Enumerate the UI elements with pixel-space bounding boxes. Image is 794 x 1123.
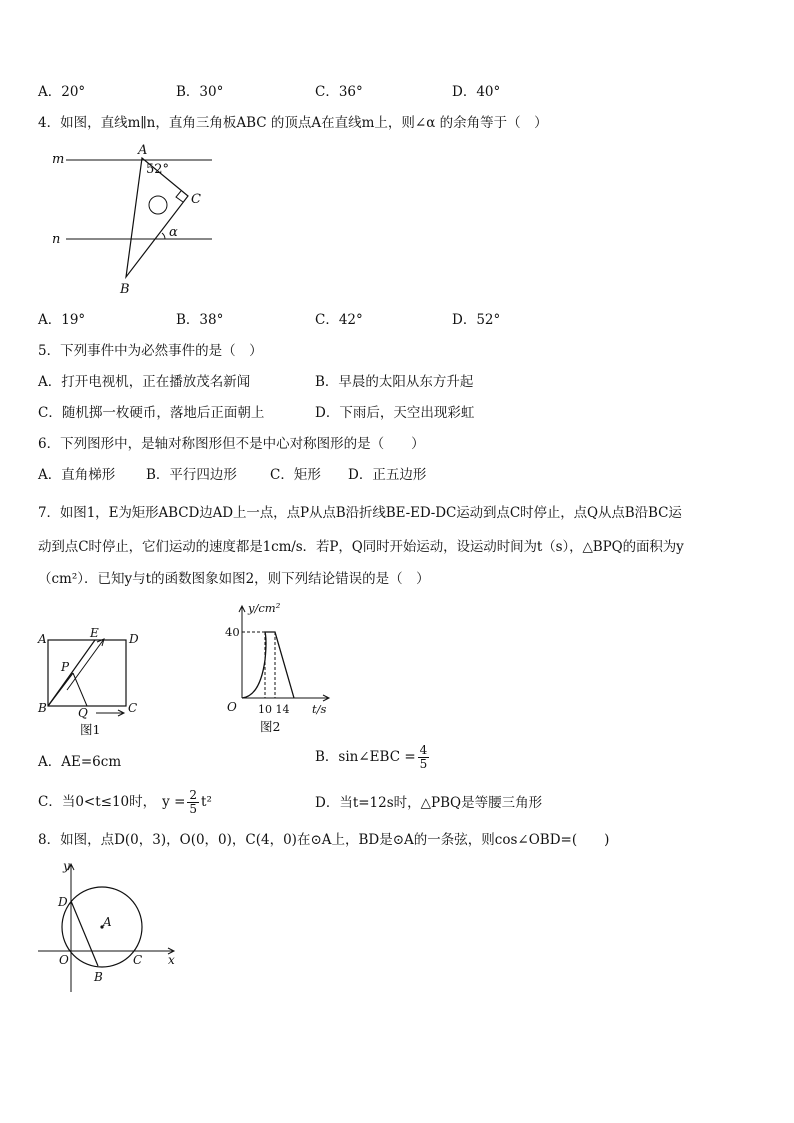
q8-label-y: y (63, 859, 70, 873)
q5-option-d: D．下雨后，天空出现彩虹 (315, 405, 475, 421)
fig1-label-b: B (38, 701, 47, 715)
q8-label-x: x (168, 953, 175, 967)
q6-option-a: A．直角梯形 (38, 467, 116, 483)
q4-option-c: C．42° (315, 312, 363, 328)
q7-figure-2 (222, 600, 337, 740)
segment-bp (48, 673, 73, 706)
fig2-caption: 图2 (260, 719, 281, 734)
q3-option-d: D．40° (452, 84, 501, 100)
q4-figure (40, 140, 230, 300)
fig1-label-c: C (128, 701, 138, 715)
q3-option-b: B．30° (176, 84, 224, 100)
q4-option-b: B．38° (176, 312, 224, 328)
alpha-arc (162, 233, 165, 239)
arrow-along-be (67, 639, 104, 690)
q3-option-c: C．36° (315, 84, 363, 100)
fig1-label-q: Q (78, 706, 88, 720)
fig1-label-a: A (38, 632, 47, 646)
q8-label-a: A (103, 915, 112, 929)
q7-figure-1 (34, 625, 152, 740)
q5-option-c: C．随机掷一枚硬币，落地后正面朝上 (38, 405, 265, 421)
q8-label-b: B (94, 970, 103, 984)
label-m: m (52, 152, 65, 167)
fig2-x-ticks: 10 14 (258, 703, 290, 716)
q8-label-d: D (58, 895, 68, 909)
q5-option-a: A．打开电视机，正在播放茂名新闻 (38, 374, 251, 390)
q8-label-o: O (59, 953, 69, 967)
label-angle-52: 52° (146, 162, 170, 177)
q4-option-d: D．52° (452, 312, 501, 328)
fig2-x-label: t/s (312, 702, 327, 716)
label-a: A (138, 143, 148, 158)
q4-stem: 4．如图，直线m∥n，直角三角板ABC 的顶点A在直线m上，则∠α 的余角等于（ ） (38, 115, 548, 131)
rectangle-abcd (48, 640, 126, 706)
triangle-hole (149, 196, 167, 214)
q6-option-d: D．正五边形 (348, 467, 427, 483)
q6-option-c: C．矩形 (270, 467, 321, 483)
q3-option-a: A．20° (38, 84, 86, 100)
right-angle-mark (176, 191, 183, 202)
q6-stem: 6．下列图形中，是轴对称图形但不是中心对称图形的是（ ） (38, 436, 425, 452)
q5-stem: 5．下列事件中为必然事件的是（ ） (38, 343, 263, 359)
label-c: C (191, 192, 201, 207)
q7-stem-line3: （cm²）．已知y与t的函数图象如图2，则下列结论错误的是（ ） (38, 571, 430, 587)
fig1-label-p: P (61, 660, 70, 674)
q7-option-d: D．当t=12s时，△PBQ是等腰三角形 (315, 795, 543, 811)
segment-pq (73, 673, 87, 706)
q7-stem-line2: 动到点C时停止，它们运动的速度都是1cm/s．若P，Q同时开始运动，设运动时间为t（s），△BPQ的面积为y (38, 539, 684, 555)
fig1-label-e: E (90, 626, 99, 640)
q8-figure (34, 856, 184, 996)
q7-stem-line1: 7．如图1，E为矩形ABCD边AD上一点，点P从点B沿折线BE-ED-DC运动到点C时停止，点Q从点B沿BC运 (38, 505, 682, 521)
fig2-y-tick-40: 40 (225, 625, 240, 639)
q7-option-a: A．AE=6cm (38, 754, 122, 770)
q4-option-a: A．19° (38, 312, 86, 328)
q7-option-c: C．当0<t≤10时， y = $\frac{2}{5}$ t² (38, 788, 212, 816)
fig1-caption: 图1 (80, 722, 101, 737)
label-alpha: α (169, 225, 178, 240)
fig1-label-d: D (129, 632, 139, 646)
label-b: B (120, 282, 130, 297)
function-graph (242, 632, 294, 698)
q8-stem: 8．如图，点D(0，3)，O(0，0)，C(4，0)在⊙A上，BD是⊙A的一条弦，则cos∠OBD=( ) (38, 832, 610, 848)
q7-option-b: B．sin∠EBC = $\frac{4}{5}$ (315, 743, 428, 771)
q8-label-c: C (133, 953, 143, 967)
q5-option-b: B．早晨的太阳从东方升起 (315, 374, 474, 390)
label-n: n (52, 232, 61, 247)
q6-option-b: B．平行四边形 (146, 467, 237, 483)
fig2-y-label: y/cm² (248, 601, 281, 615)
fig2-origin: O (227, 700, 237, 714)
